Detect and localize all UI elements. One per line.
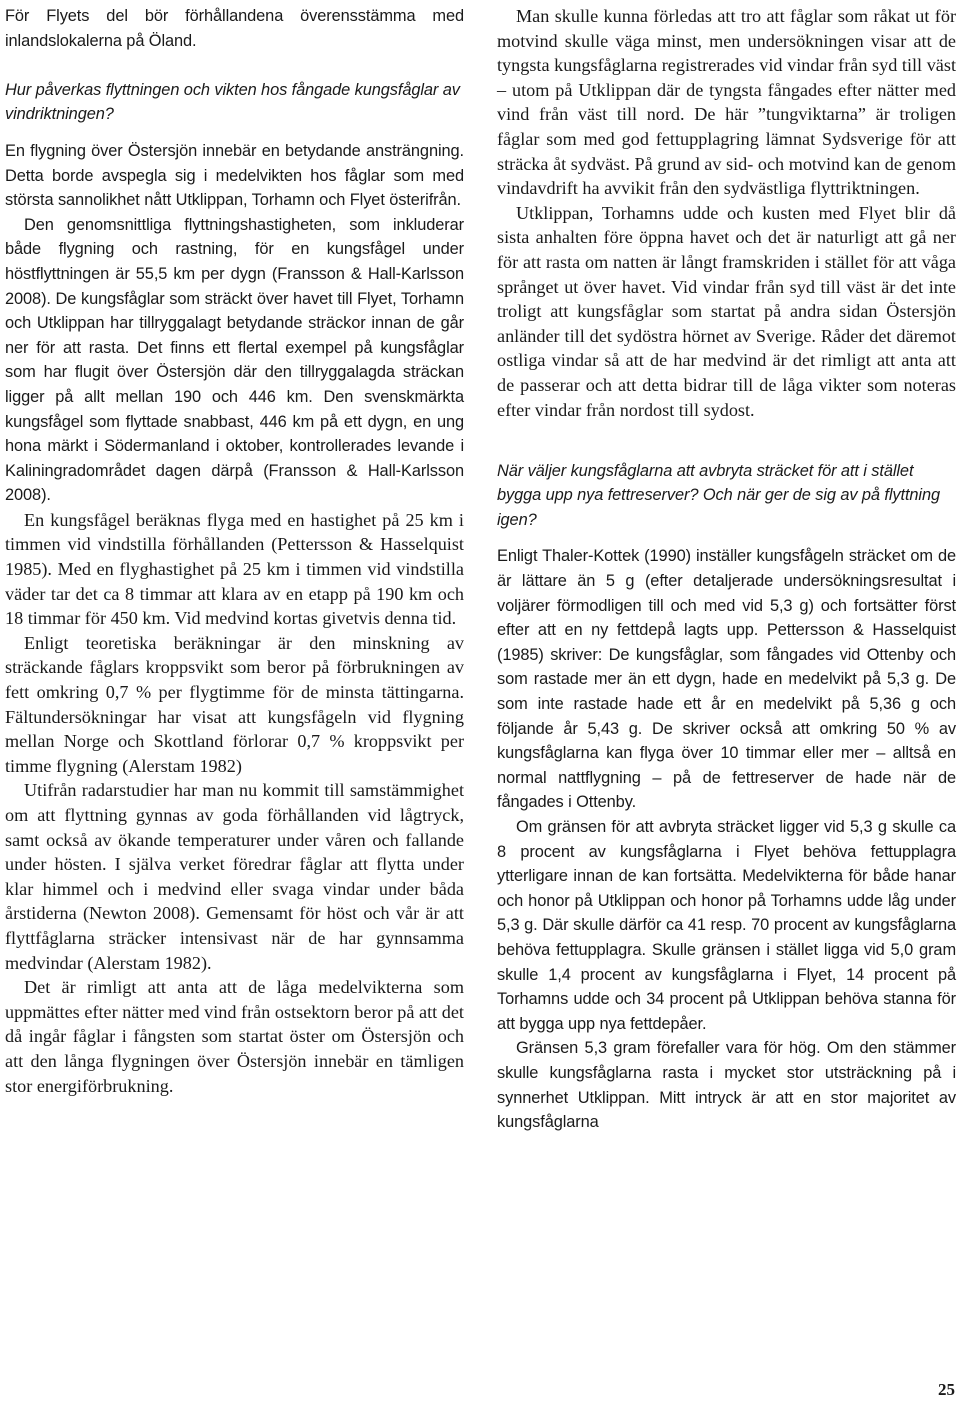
right-paragraph-2: Utklippan, Torhamns udde och kusten med Flyet blir då sista anhalten före öppna havet och det är naturligt att gå ner för att rasta om natten är långt framskriden i stället för att våga språnget ut över havet. Vid vindar från syd till väst är det inte troligt att kungsfåglar som startat på andra sidan Östersjön anländer till det sydöstra hörnet av Sverige. Råder det däremot ostliga vindar så att de har medvind är det rimligt att anta att de passerar och att detta bidrar till de låga vikter som noteras efter vindar från nordost till sydost. [497, 202, 956, 420]
left-paragraph-5: Enligt teoretiska beräkningar är den minskning av sträckande fåglars kroppsvikt som beror på förbrukningen av fett omkring 0,7 % per flygtimme för de minsta tättingarna. Fältundersökningar har visat att kungsfågeln vid flygning mellan Norge och Skottland förlorar 0,7 % kroppsvikt per timme flygning (Alerstam 1982) [5, 632, 464, 776]
right-paragraph-5: Gränsen 5,3 gram förefaller vara för hög. Om den stämmer skulle kungsfåglarna rasta i mycket stor utsträckning på i synnerhet Utklippan. Mitt intryck är att en stor majoritet av kungsfåglarna [497, 1039, 956, 1132]
left-paragraph-2: En flygning över Östersjön innebär en betydande ansträngning. Detta borde avspegla sig i medelvikten hos fåglar som med största sannolikhet nått Utklippan, Torhamn och Flyet österifrån. [5, 141, 464, 210]
left-paragraph-4: En kungsfågel beräknas flyga med en hastighet på 25 km i timmen vid vindstilla förhållanden (Pettersson & Hasselquist 1985). Med en flyghastighet på 25 km i timmen vid vindstilla väder tar det ca 8 timmar att klara av en etapp på 190 km och 18 timmar för 450 km. Vid medvind kortas givetvis denna tid. [5, 509, 464, 629]
right-section-heading: När väljer kungsfåglarna att avbryta sträcket för att i stället bygga upp nya fettreserver? Och när ger de sig av på flyttning igen? [497, 461, 940, 529]
left-column [5, 4, 464, 1098]
right-paragraph-3: Enligt Thaler-Kottek (1990) inställer kungsfågeln sträcket om de är lättare än 5 g (efter detaljerade undersökningsresultat i voljärer förmodligen till och med vid 5,3 g) och fortsätter först efter att en ny fettdepå lagts upp. Pettersson & Hasselquist (1985) skriver: De kungsfåglar, som fångades vid Ottenby och som rastade mer än ett dygn, hade en medelvikt på 5,3 g. De som inte rastade hade ett år en medelvikt på 5,36 g och följande år 5,43 g. De skriver också att omkring 50 % av kungsfåglarna kan flyga över 10 timmar eller mer – alltså en normal nattflygning – på de fettreserver de hade när de fångades i Ottenby. [497, 547, 956, 812]
left-paragraph-1: För Flyets del bör förhållandena överensstämma med inlandslokalerna på Öland. [5, 7, 464, 50]
right-paragraph-4: Om gränsen för att avbryta sträcket ligger vid 5,3 g skulle ca 8 procent av kungsfåglarna i Flyet behöva fettupplagra ytterligare innan de kan fortsätta. Medelvikterna för både hanar och honor på Utklippan och honor på Torhamns udde låg under 5,3 g. Där skulle därför ca 41 resp. 70 procent av kungsfåglarna behöva fettupplagra. Skulle gränsen i stället ligga vid 5,0 gram skulle 1,4 procent av kungsfåglarna i Flyet, 14 procent på Torhamns udde och 34 procent på Utklippan behöva stanna för att bygga upp nya fettdepåer. [497, 818, 956, 1033]
left-paragraph-7: Det är rimligt att anta att de låga medelvikterna som uppmättes efter nätter med vind från ostsektorn beror på att det då ingår fåglar i fångsten som startat öster om Östersjön och att den långa flygningen över Östersjön innebär en tämligen stor energiförbrukning. [5, 977, 464, 1096]
right-paragraph-1: Man skulle kunna förledas att tro att fåglar som råkat ut för motvind skulle väga minst, men undersökningen visar att de tyngsta kungsfåglarna registrerades vid vindar från syd till väst – utom på Utklippan där de tyngsta fångades efter nätter med vind från väst till nord. De här ”tungviktarna” är troligen fåglar som med god fettupplagring lämnat Sydsverige för att sträcka åt sydväst. På grund av sid- och motvind kan de genom vindavdrift ha avvikit från den sydvästliga flyttriktningen. [497, 6, 956, 199]
page-number: 25 [938, 1380, 955, 1399]
right-column [497, 4, 956, 1135]
left-paragraph-6: Utifrån radarstudier har man nu kommit till samstämmighet om att flyttning gynnas av goda förhållanden vid lågtryck, samt också av ökande temperaturer under våren och fallande under hösten. I själva verket föredrar fåglar att flytta under klar himmel och i medvind eller svaga vindar under båda årstiderna (Newton 2008). Gemensamt för höst och vår är att flyttfåglarna sträcker intensivast när de har gynnsamma medvindar (Alerstam 1982). [5, 780, 464, 973]
left-paragraph-3: Den genomsnittliga flyttningshastigheten, som inkluderar både flygning och rastning, för en kungsfågel under höstflyttningen är 55,5 km per dygn (Fransson & Hall-Karlsson 2008). De kungsfåglar som sträckt över havet till Flyet, Torhamn och Utklippan har tillryggalagt betydande sträckor innan de går ner för att rasta. Det finns ett flertal exempel på kungsfåglar som har flugit över Östersjön där den tillryggalagda sträckan ligger på allt mellan 190 och 446 km. Den svenskmärkta kungsfågel som flyttade snabbast, 446 km på ett dygn, en ung hona märkt i Södermanland i oktober, kontrollerades levande i Kaliningradområdet dagen därpå (Fransson & Hall-Karlsson 2008). [5, 215, 464, 505]
left-section-heading: Hur påverkas flyttningen och vikten hos fångade kungsfåglar av vindriktningen? [5, 80, 460, 124]
